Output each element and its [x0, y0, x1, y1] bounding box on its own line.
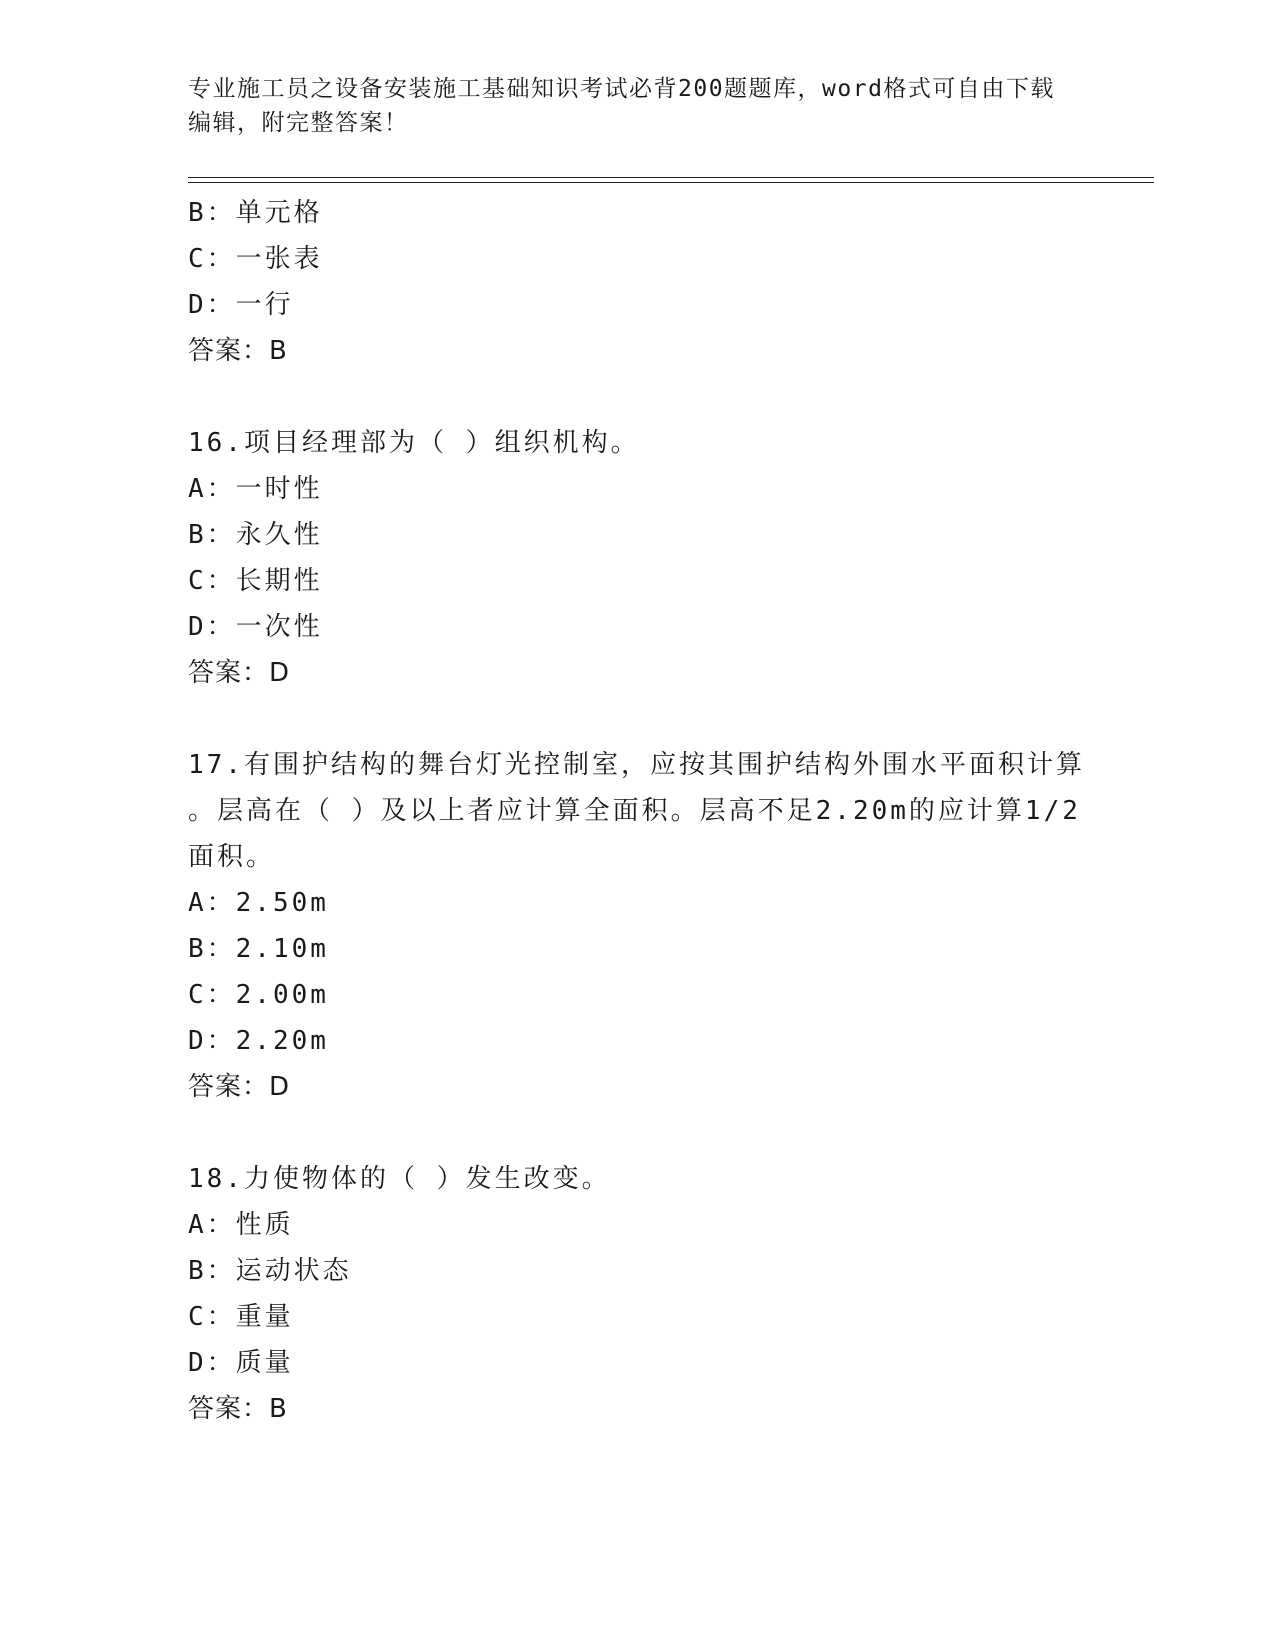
spacer [188, 374, 1088, 420]
question-17 [188, 742, 1088, 1110]
header-divider-bottom [188, 182, 1154, 183]
partial-question [188, 190, 1088, 374]
option-b: B：运动状态 [188, 1256, 352, 1286]
header-line-2: 编辑，附完整答案！ [188, 110, 409, 136]
question-stem: 18.力使物体的（ ）发生改变。 [188, 1164, 611, 1194]
header-line-1: 专业施工员之设备安装施工基础知识考试必背200题题库，word格式可自由下载 [188, 76, 1055, 102]
option-d: D：质量 [188, 1348, 294, 1378]
option-c: C：2.00m [188, 980, 329, 1010]
question-stem: 16.项目经理部为（ ）组织机构。 [188, 428, 640, 458]
answer-line: 答案：B [188, 336, 288, 366]
option-a: A：2.50m [188, 888, 329, 918]
option-a: A：性质 [188, 1210, 294, 1240]
question-stem-line-3: 面积。 [188, 842, 276, 872]
option-d: D：一次性 [188, 612, 323, 642]
option-d: D：2.20m [188, 1026, 329, 1056]
question-16 [188, 420, 1088, 696]
option-b: B：永久性 [188, 520, 323, 550]
option-b: B：单元格 [188, 198, 323, 228]
question-list [188, 190, 1088, 1432]
answer-line: 答案：B [188, 1394, 288, 1424]
option-c: C：重量 [188, 1302, 294, 1332]
question-18 [188, 1156, 1088, 1432]
spacer [188, 1110, 1088, 1156]
option-b: B：2.10m [188, 934, 329, 964]
question-stem-line-2: 。层高在（ ）及以上者应计算全面积。层高不足2.20m的应计算1/2 [188, 796, 1081, 826]
answer-line: 答案：D [188, 1072, 291, 1102]
option-d: D：一行 [188, 290, 294, 320]
question-stem-line-1: 17.有围护结构的舞台灯光控制室，应按其围护结构外围水平面积计算 [188, 750, 1085, 780]
spacer [188, 696, 1088, 742]
option-c: C：长期性 [188, 566, 323, 596]
option-a: A：一时性 [188, 474, 323, 504]
document-header [188, 72, 1088, 140]
header-divider-top [188, 177, 1154, 178]
option-c: C：一张表 [188, 244, 323, 274]
answer-line: 答案：D [188, 658, 291, 688]
